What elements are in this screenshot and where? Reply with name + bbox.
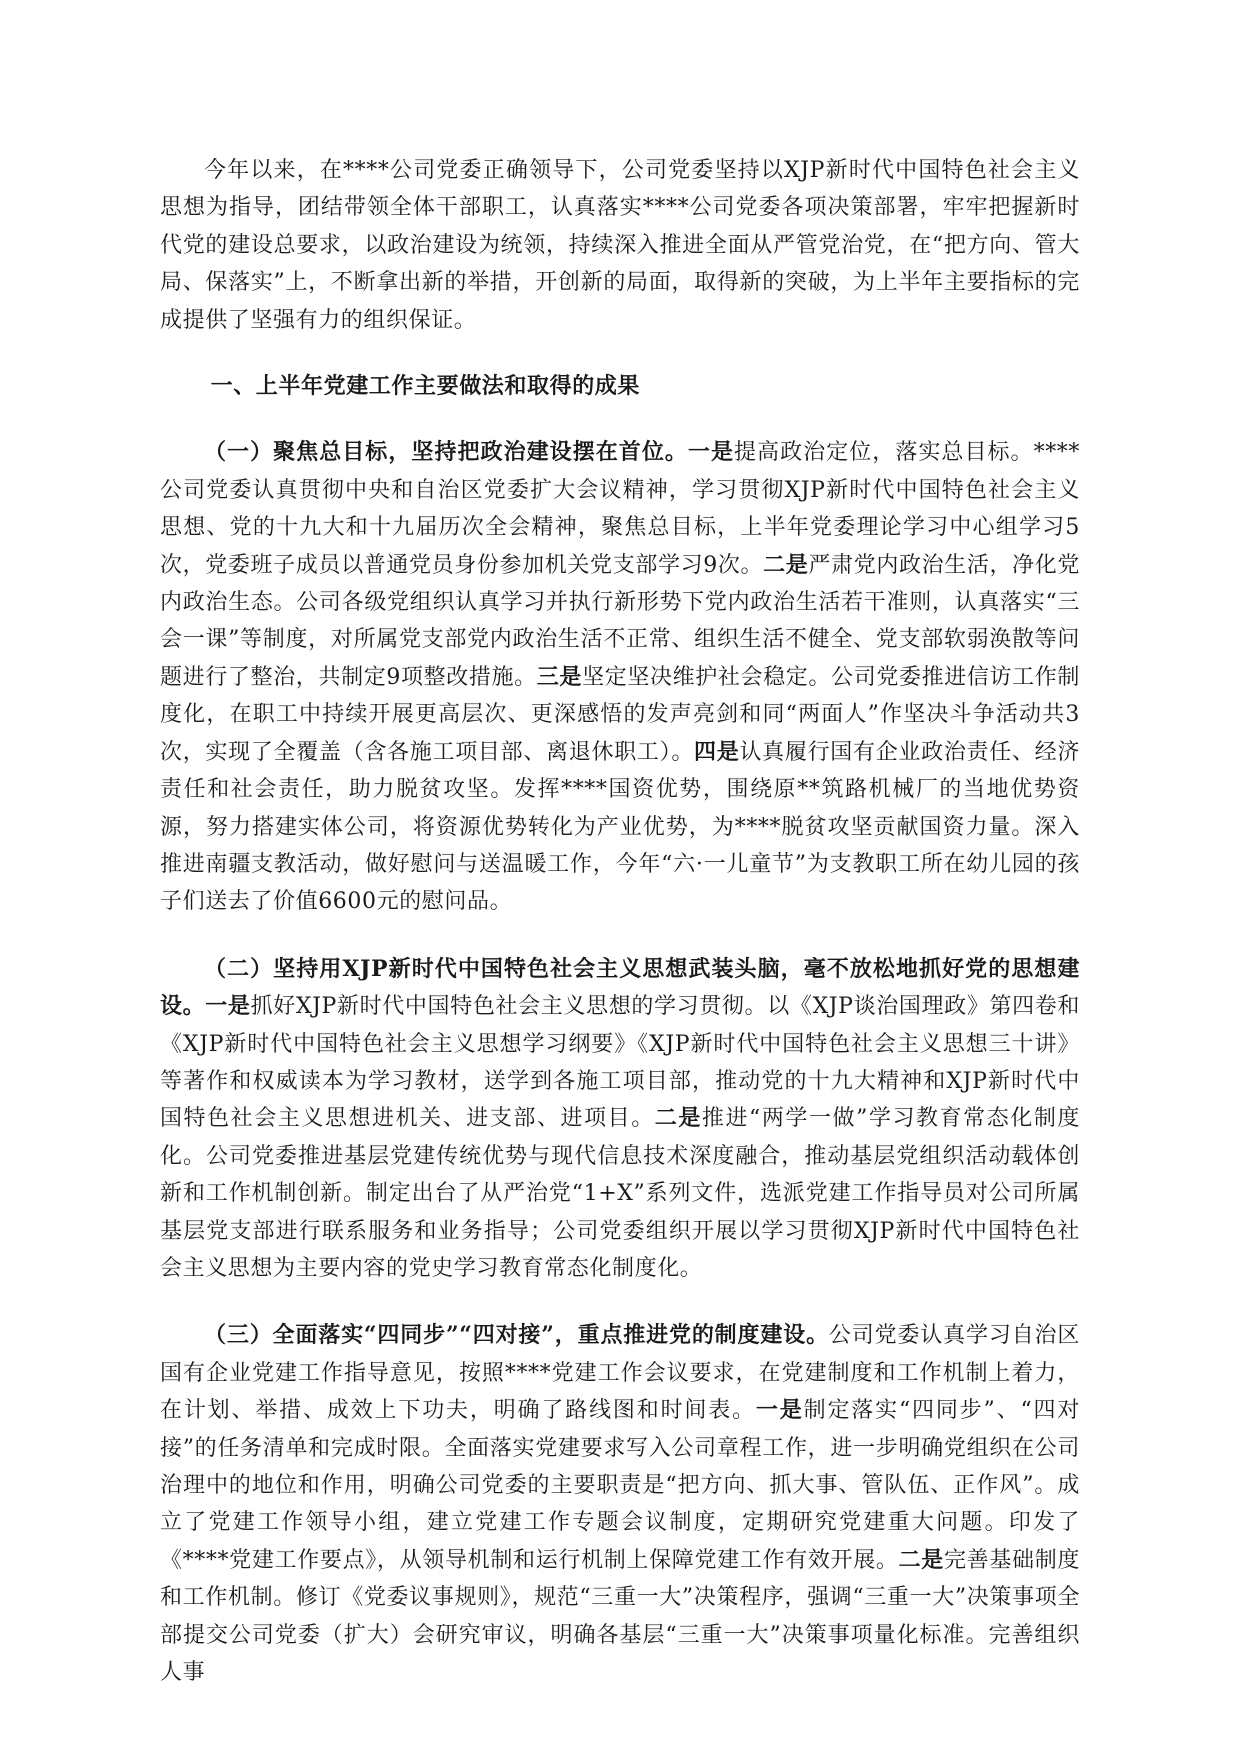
text-run: 抓好XJP新时代中国特色社会主义思想的学习贯彻。以《XJP谈治国理政》第四卷和《XJP新时代中国特色社会主义思想学习纲要》《XJP新时代中国特色社会主义思想三十讲》等著作和权威读本为学习教材，送学到各施工项目部，推动党的十九大精神和XJP新时代中国特色社会主义思想进机关、进支部、进项目。 <box>160 994 1080 1132</box>
bold-run: （一）聚焦总目标，坚持把政治建设摆在首位。一是 <box>204 439 735 466</box>
text-run: 坚定坚决维护社会稳定。公司党委推进信访工作制度化，在职工中持续开展更高层次、更深感悟的发声亮剑和同“两面人”作坚决斗争活动共3次，实现了全覆盖（含各施工项目部、离退休职工）。 <box>160 664 1081 765</box>
bold-run: 一是 <box>755 1397 804 1424</box>
text-run: 公司党委认真学习自治区国有企业党建工作指导意见，按照****党建工作会议要求，在党建制度和工作机制上着力，在计划、举措、成效上下功夫，明确了路线图和时间表。 <box>160 1323 1080 1424</box>
text-run: 推进“两学一做”学习教育常态化制度化。公司党委推进基层党建传统优势与现代信息技术深度融合，推动基层党组织活动载体创新和工作机制创新。制定出台了从严治党“1+X”系列文件，选派党建工作指导员对公司所属基层党支部进行联系服务和业务指导；公司党委组织开展以学习贯彻XJP新时代中国特色社会主义思想为主要内容的党史学习教育常态化制度化。 <box>160 1106 1080 1281</box>
bold-run: 二是 <box>654 1105 702 1132</box>
section-paragraph-2 <box>160 951 1080 1288</box>
section-heading: 一、上半年党建工作主要做法和取得的成果 <box>210 373 640 400</box>
text-run: 严肃党内政治生活，净化党内政治生态。公司各级党组织认真学习并执行新形势下党内政治生活若干准则，认真落实“三会一课”等制度，对所属党支部党内政治生活不正常、组织生活不健全、党支部软弱涣散等问题进行了整治，共制定9项整改措施。 <box>160 552 1081 690</box>
bold-run: （三）全面落实“四同步”“四对接”，重点推进党的制度建设。 <box>204 1322 829 1349</box>
bold-run: 三是 <box>536 663 583 690</box>
bold-run: 四是 <box>694 738 740 765</box>
bold-run: 二是 <box>763 551 809 578</box>
intro-paragraph: 今年以来，在****公司党委正确领导下，公司党委坚持以XJP新时代中国特色社会主义思想为指导，团结带领全体干部职工，认真落实****公司党委各项决策部署，牢牢把握新时代党的建设总要求，以政治建设为统领，持续深入推进全面从严管党治党，在“把方向、管大局、保落实”上，不断拿出新的举措，开创新的局面，取得新的突破，为上半年主要指标的完成提供了坚强有力的组织保证。 <box>160 158 1080 333</box>
text-run: 完善基础制度和工作机制。修订《党委议事规则》，规范“三重一大”决策程序，强调“三重一大”决策事项全部提交公司党委（扩大）会研究审议，明确各基层“三重一大”决策事项量化标准。完善组织人事 <box>160 1547 1080 1686</box>
text-run: 提高政治定位，落实总目标。****公司党委认真贯彻中央和自治区党委扩大会议精神，学习贯彻XJP新时代中国特色社会主义思想、党的十九大和十九届历次全会精神，聚焦总目标，上半年党委理论学习中心组学习5次，党委班子成员以普通党员身份参加机关党支部学习9次。 <box>160 440 1080 578</box>
bold-run: 二是 <box>898 1546 944 1573</box>
section-paragraph-3 <box>160 1317 1080 1691</box>
section-paragraph-1 <box>160 434 1080 920</box>
bold-run: （二）坚持用XJP新时代中国特色社会主义思想武装头脑，毫不放松地抓好党的思想建设。一是 <box>160 955 1080 1020</box>
text-run: 制定落实“四同步”、“四对接”的任务清单和完成时限。全面落实党建要求写入公司章程工作，进一步明确党组织在公司治理中的地位和作用，明确公司党委的主要职责是“把方向、抓大事、管队伍、正作风”。成立了党建工作领导小组，建立党建工作专题会议制度，定期研究党建重大问题。印发了《****党建工作要点》，从领导机制和运行机制上保障党建工作有效开展。 <box>160 1398 1080 1573</box>
text-run: 认真履行国有企业政治责任、经济责任和社会责任，助力脱贫攻坚。发挥****国资优势，围绕原**筑路机械厂的当地优势资源，努力搭建实体公司，将资源优势转化为产业优势，为****脱贫攻坚贡献国资力量。深入推进南疆支教活动，做好慰问与送温暖工作，今年“六·一儿童节”为支教职工所在幼儿园的孩子们送去了价值6600元的慰问品。 <box>160 739 1080 915</box>
document-body <box>160 152 1080 1691</box>
